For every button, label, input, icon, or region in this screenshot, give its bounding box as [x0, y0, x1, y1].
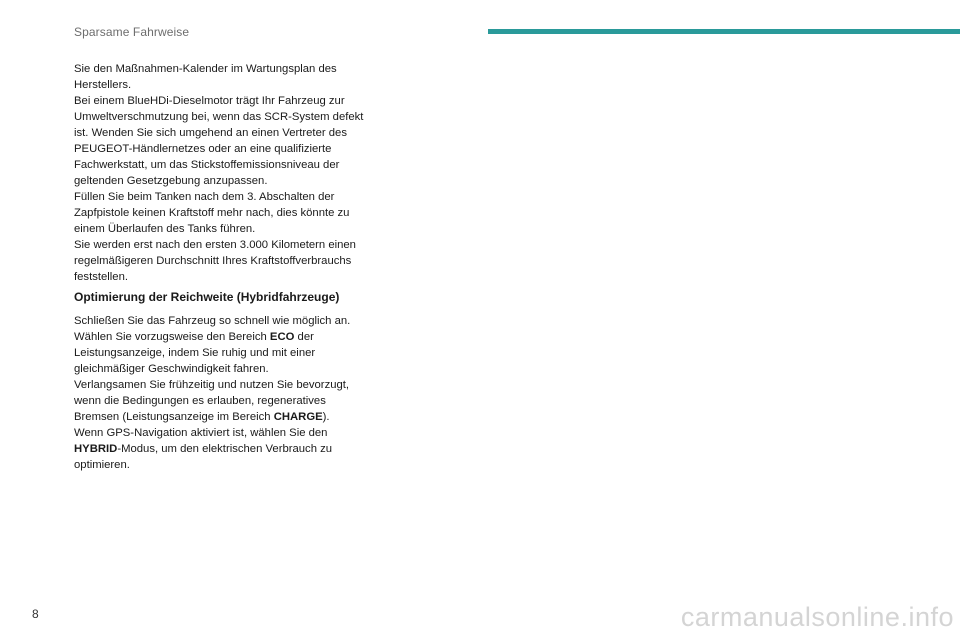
- text-span: Wählen Sie vorzugsweise den Bereich: [74, 331, 270, 343]
- eco-keyword: ECO: [269, 331, 295, 343]
- text-span: der Leistungsanzeige, indem Sie ruhig und mit einer gleichmäßiger Geschwindigkeit fahren.: [74, 331, 316, 375]
- paragraph: Füllen Sie beim Tanken nach dem 3. Abschalten der Zapfpistole keinen Kraftstoff mehr nach, dies könnte zu einem Überlaufen des Tanks führen.: [74, 191, 350, 235]
- paragraph: Sie werden erst nach den ersten 3.000 Kilometern einen regelmäßigeren Durchschnitt Ihres Kraftstoffverbrauchs feststellen.: [74, 239, 356, 283]
- text-span: Verlangsamen Sie frühzeitig und nutzen Sie bevorzugt, wenn die Bedingungen es erlauben, regeneratives Bremsen (Leistungsanzeige im Bereich: [74, 379, 350, 423]
- section-title: Sparsame Fahrweise: [74, 25, 190, 39]
- text-span: -Modus, um den elektrischen Verbrauch zu optimieren.: [74, 443, 333, 471]
- page-number: 8: [32, 607, 39, 621]
- paragraph: Schließen Sie das Fahrzeug so schnell wie möglich an.: [74, 315, 351, 327]
- charge-keyword: CHARGE: [273, 411, 323, 423]
- hybrid-keyword: HYBRID: [74, 443, 118, 455]
- paragraph-hybrid: [74, 425, 364, 473]
- text-span: ).: [322, 411, 330, 423]
- section-heading: Optimierung der Reichweite (Hybridfahrzeuge): [74, 290, 340, 304]
- watermark: carmanualsonline.info: [680, 602, 954, 632]
- paragraph: Bei einem BlueHDi-Dieselmotor trägt Ihr Fahrzeug zur Umweltverschmutzung bei, wenn das SCR-System defekt ist. Wenden Sie sich umgehend an einen Vertreter des PEUGEOT-Händlernetzes oder an eine qualifizierte Fachwerkstatt, um das Stickstoffemissionsniveau der geltenden Gesetzgebung anzupassen.: [74, 95, 364, 187]
- text-span: Wenn GPS-Navigation aktiviert ist, wählen Sie den: [74, 427, 328, 439]
- text-column: [74, 61, 364, 473]
- section-accent-bar: [488, 29, 960, 34]
- paragraph-eco: [74, 329, 364, 377]
- paragraph: Sie den Maßnahmen-Kalender im Wartungsplan des Herstellers.: [74, 63, 337, 91]
- paragraph-charge: [74, 377, 364, 425]
